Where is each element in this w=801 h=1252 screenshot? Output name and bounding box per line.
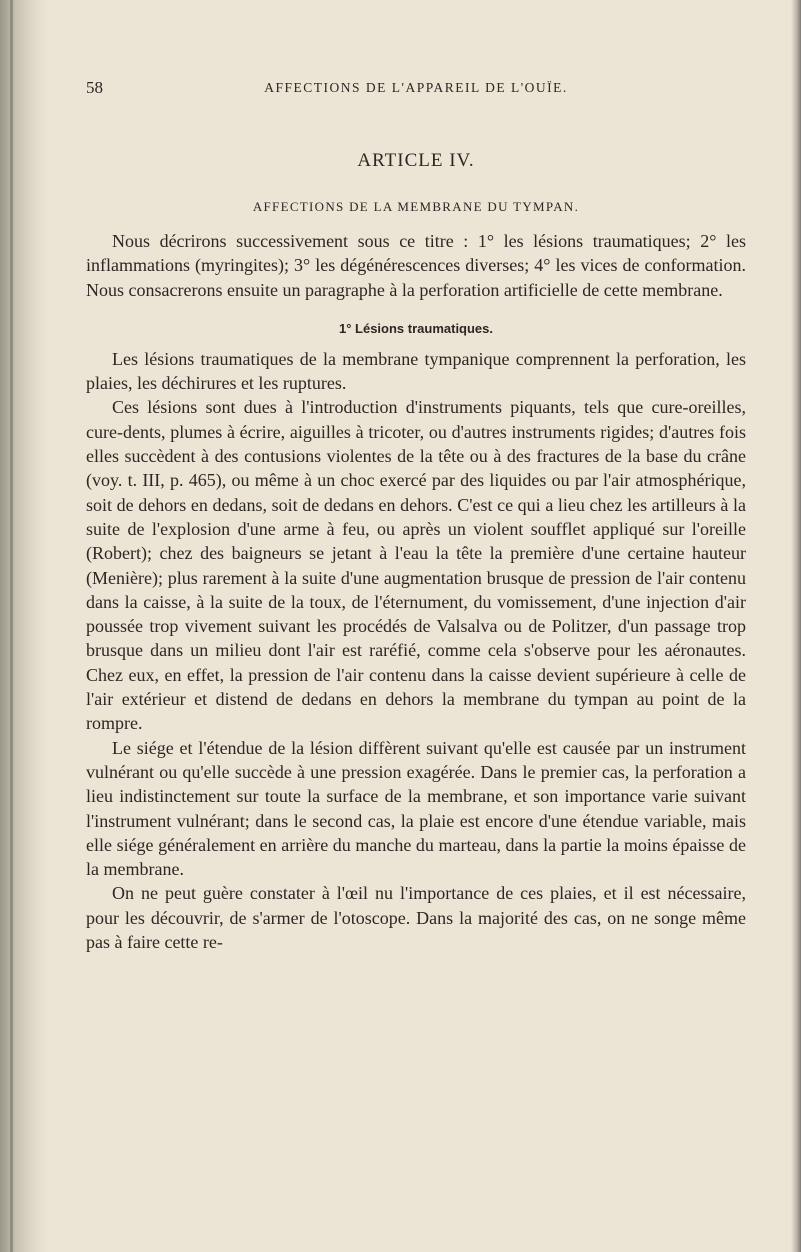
running-head-title: AFFECTIONS DE L'APPAREIL DE L'OUÏE. <box>264 80 568 95</box>
book-page <box>86 78 746 954</box>
section-title: AFFECTIONS DE LA MEMBRANE DU TYMPAN. <box>252 199 580 214</box>
body-paragraph: Le siége et l'étendue de la lésion diffèrent suivant qu'elle est causée par un instrument vulnérant ou qu'elle succède à une pression exagérée. Dans le premier cas, la perforation a lieu indistinctement sur toute la surface de la membrane, et son importance varie suivant l'instrument vulnérant; dans le second cas, la plaie est encore d'une étendue variable, mais elle siége généralement en arrière du manche du marteau, dans la partie la moins épaisse de la membrane. <box>86 737 746 880</box>
page-number: 58 <box>86 78 103 97</box>
article-heading: ARTICLE IV. <box>357 150 475 171</box>
subsection-heading: 1° Lésions traumatiques. <box>338 320 494 336</box>
body-paragraph: Les lésions traumatiques de la membrane tympanique comprennent la perforation, les plaies, les déchirures et les ruptures. <box>86 348 746 394</box>
body-paragraph: Ces lésions sont dues à l'introduction d'instruments piquants, tels que cure-oreilles, cure-dents, plumes à écrire, aiguilles à tricoter, ou d'autres instruments rigides; d'autres fois elles succèdent à des contusions violentes de la tête ou à des fractures de la base du crâne (voy. t. III, p. 465), ou même à un choc exercé par des liquides ou par l'air atmosphérique, soit de dehors en dedans, soit de dedans en dehors. C'est ce qui a lieu chez les artilleurs à la suite de l'explosion d'une arme à feu, ou après un violent soufflet appliqué sur l'oreille (Robert); chez des baigneurs se jetant à l'eau la tête la première d'une certaine hauteur (Menière); plus rarement à la suite d'une augmentation brusque de pression de l'air contenu dans la caisse, à la suite de la toux, de l'éternument, du vomissement, d'une injection d'air poussée trop vivement suivant les procédés de Valsalva ou de Politzer, d'un passage trop brusque dans un milieu dont l'air est raréfié, comme cela s'observe pour les aéronautes. Chez eux, en effet, la pression de l'air contenu dans la caisse devient supérieure à celle de l'air extérieur et distend de dedans en dehors la membrane du tympan au point de la rompre. <box>86 397 746 734</box>
book-spine-shadow <box>0 0 48 1252</box>
body-paragraph: On ne peut guère constater à l'œil nu l'importance de ces plaies, et il est nécessaire, pour les découvrir, de s'armer de l'otoscope. Dans la majorité des cas, on ne songe même pas à faire cette re- <box>86 883 746 953</box>
running-head <box>86 78 746 102</box>
page-right-edge <box>791 0 801 1252</box>
book-spine-line <box>10 0 13 1252</box>
intro-paragraph: Nous décrirons successivement sous ce titre : 1° les lésions traumatiques; 2° les inflammations (myringites); 3° les dégénérescences diverses; 4° les vices de conformation. Nous consacrerons ensuite un paragraphe à la perforation artificielle de cette membrane. <box>86 231 746 300</box>
